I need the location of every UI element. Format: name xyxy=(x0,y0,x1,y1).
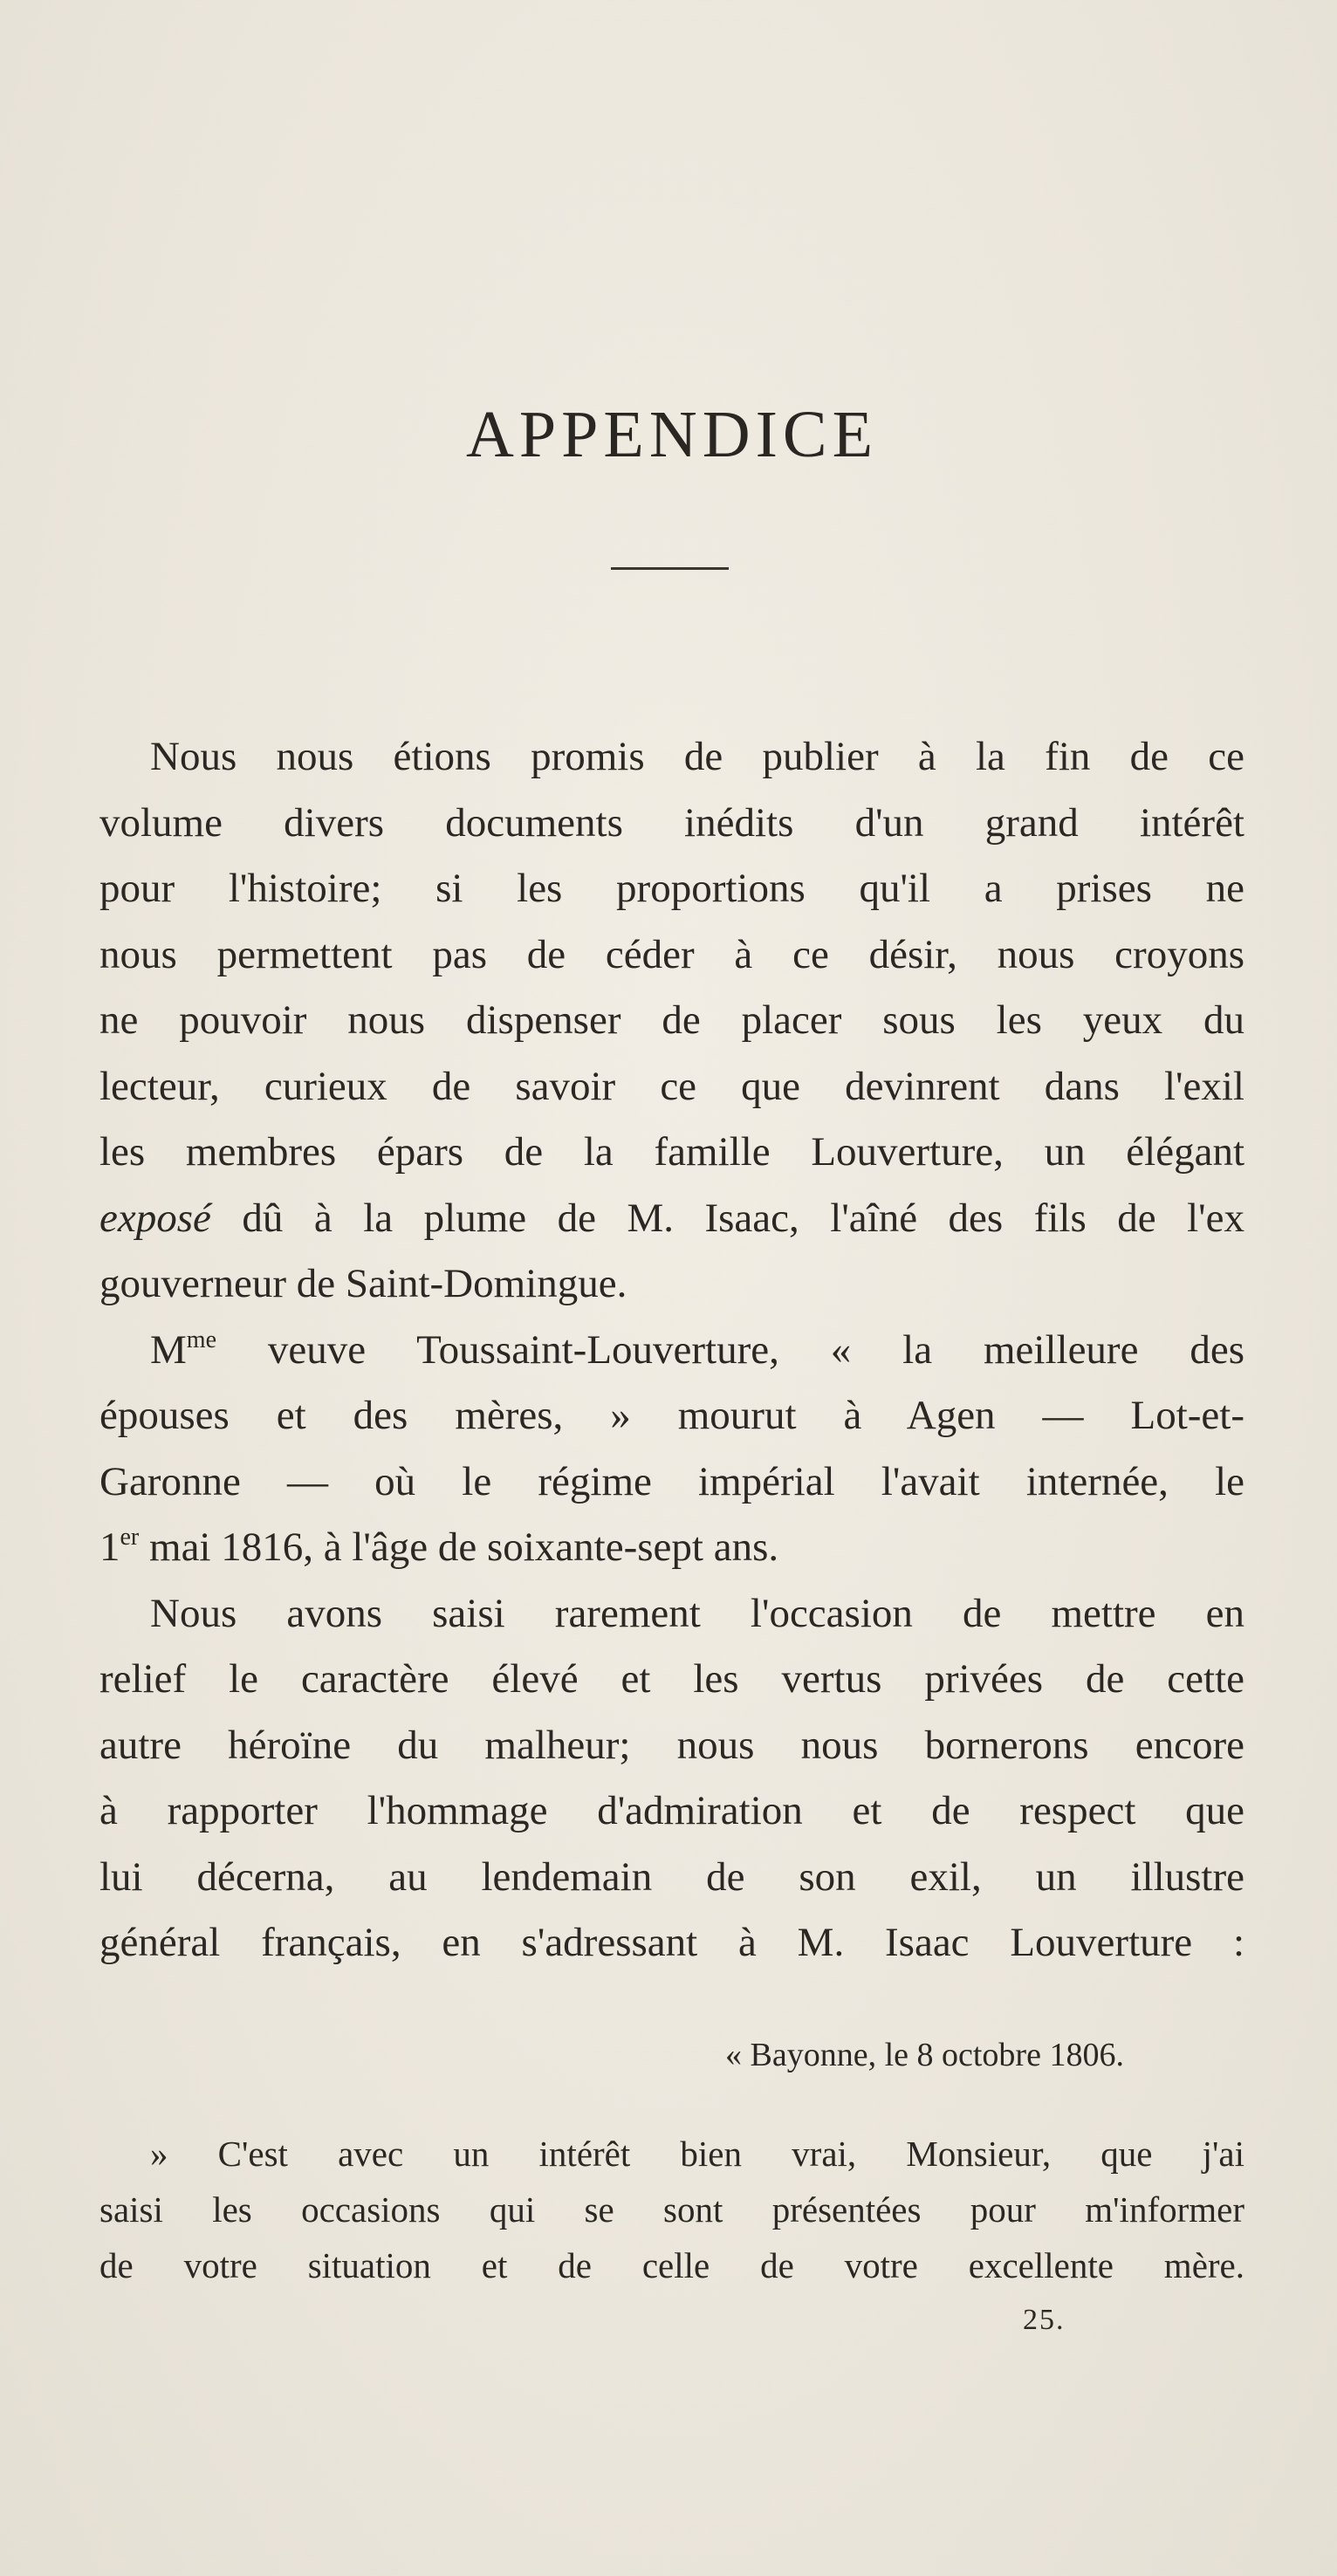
text-line: relief le caractère élevé et les vertus privées de cette xyxy=(99,1656,1244,1702)
letter-line: saisi les occasions qui se sont présentées pour m'informer xyxy=(99,2189,1244,2230)
date-day: 1 xyxy=(99,1524,120,1570)
text-line: à rapporter l'hommage d'admiration et de respect que xyxy=(99,1788,1244,1833)
text-line: les membres épars de la famille Louverture, un élégant xyxy=(99,1129,1244,1175)
title-abbrev: M xyxy=(150,1326,187,1373)
title-abbrev-sup: me xyxy=(186,1326,217,1353)
page-number: 25. xyxy=(1023,2304,1066,2336)
text-line: général français, en s'adressant à M. Isaac Louverture : xyxy=(99,1920,1244,1965)
text-line: gouverneur de Saint-Domingue. xyxy=(99,1261,627,1306)
text-line xyxy=(99,1186,1244,1252)
page-title: APPENDICE xyxy=(465,398,879,471)
text-line-rest: veuve Toussaint-Louverture, « la meilleure des xyxy=(216,1326,1244,1373)
text-line: autre héroïne du malheur; nous nous bornerons encore xyxy=(99,1722,1244,1768)
text-line xyxy=(99,1515,1244,1581)
text-line-rest: mai 1816, à l'âge de soixante-sept ans. xyxy=(139,1524,779,1570)
text-line: volume divers documents inédits d'un grand intérêt xyxy=(99,799,1244,846)
date-day-sup: er xyxy=(120,1524,140,1551)
italic-word: exposé xyxy=(99,1195,211,1241)
text-line-rest: dû à la plume de M. Isaac, l'aîné des fils de l'ex xyxy=(242,1195,1244,1241)
text-line: pour l'histoire; si les proportions qu'il a prises ne xyxy=(99,866,1244,911)
text-line: Nous nous étions promis de publier à la fin de ce xyxy=(150,734,1244,779)
letter-line: » C'est avec un intérêt bien vrai, Monsieur, que j'ai xyxy=(150,2134,1244,2174)
text-line: épouses et des mères, » mourut à Agen — Lot-et- xyxy=(99,1393,1244,1438)
text-line: nous permettent pas de céder à ce désir, nous croyons xyxy=(99,931,1244,977)
body-text xyxy=(99,724,1244,1977)
text-line: Garonne — où le régime impérial l'avait internée, le xyxy=(99,1458,1244,1504)
text-line: lecteur, curieux de savoir ce que devinrent dans l'exil xyxy=(99,1063,1244,1109)
text-line xyxy=(99,1318,1244,1384)
letter-line: de votre situation et de celle de votre excellente mère. xyxy=(99,2245,1244,2285)
letter-text xyxy=(99,2126,1244,2293)
text-line: lui décerna, au lendemain de son exil, un illustre xyxy=(99,1853,1244,1900)
text-line: ne pouvoir nous dispenser de placer sous les yeux du xyxy=(99,997,1244,1043)
text-line: Nous avons saisi rarement l'occasion de mettre en xyxy=(150,1590,1244,1636)
title-rule xyxy=(611,567,729,570)
letter-dateline: « Bayonne, le 8 octobre 1806. xyxy=(725,2037,1124,2073)
